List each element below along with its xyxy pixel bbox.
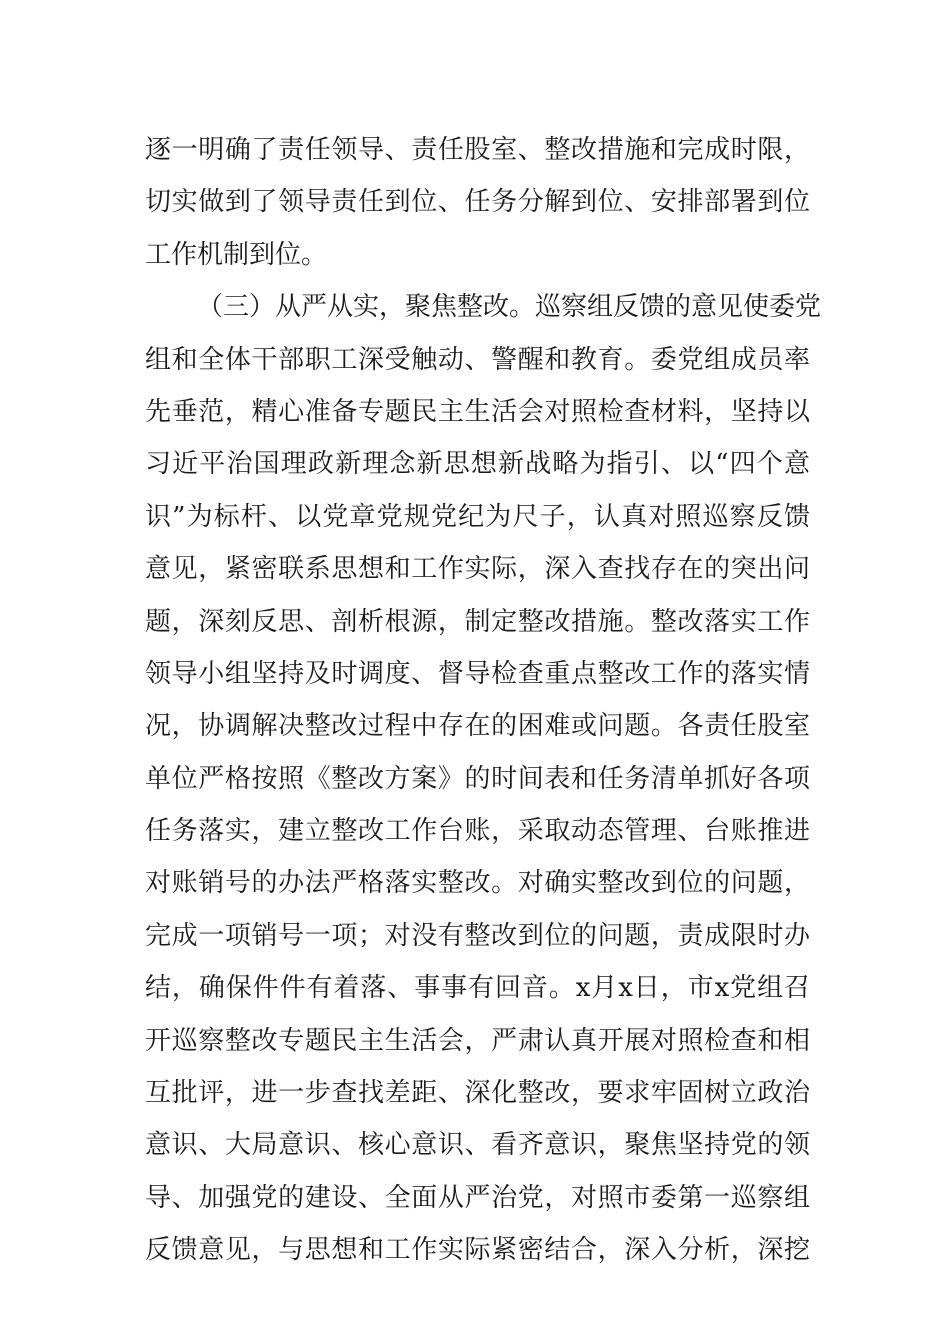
text-line: 互批评，进一步查找差距、深化整改，要求牢固树立政治 xyxy=(145,1078,810,1109)
text-line: 开巡察整改专题民主生活会，严肃认真开展对照检查和相 xyxy=(145,1025,810,1056)
text-line: 意识、大局意识、核心意识、看齐意识，聚焦坚持党的领 xyxy=(145,1130,810,1161)
text-line: 导、加强党的建设、全面从严治党，对照市委第一巡察组 xyxy=(145,1182,810,1213)
text-line: 结，确保件件有着落、事事有回音。x月x日，市x党组召 xyxy=(145,973,810,1004)
text-line: 先垂范，精心准备专题民主生活会对照检查材料，坚持以 xyxy=(145,396,810,427)
text-line: 反馈意见，与思想和工作实际紧密结合，深入分析，深挖 xyxy=(145,1235,810,1266)
section-heading-line: （三）从严从实，聚焦整改。巡察组反馈的意见使委党 xyxy=(197,292,822,323)
text-line: 意见，紧密联系思想和工作实际，深入查找存在的突出问 xyxy=(145,554,810,585)
text-line: 完成一项销号一项；对没有整改到位的问题，责成限时办 xyxy=(145,920,810,951)
text-line: 任务落实，建立整改工作台账，采取动态管理、台账推进 xyxy=(145,816,810,847)
text-line: 识”为标杆、以党章党规党纪为尺子，认真对照巡察反馈 xyxy=(145,501,810,532)
body-text xyxy=(145,124,822,1277)
text-line: 对账销号的办法严格落实整改。对确实整改到位的问题， xyxy=(145,868,810,899)
text-line: 组和全体干部职工深受触动、警醒和教育。委党组成员率 xyxy=(145,344,810,375)
text-line: 题，深刻反思、剖析根源，制定整改措施。整改落实工作 xyxy=(145,606,810,637)
text-line: 习近平治国理政新理念新思想新战略为指引、以“四个意 xyxy=(145,449,810,480)
text-line: 单位严格按照《整改方案》的时间表和任务清单抓好各项 xyxy=(145,763,810,794)
text-line: 领导小组坚持及时调度、督导检查重点整改工作的落实情 xyxy=(145,658,810,689)
text-line: 工作机制到位。 xyxy=(145,239,328,270)
text-line: 切实做到了领导责任到位、任务分解到位、安排部署到位 xyxy=(145,187,810,218)
text-line: 况，协调解决整改过程中存在的困难或问题。各责任股室 xyxy=(145,711,810,742)
text-line: 逐一明确了责任领导、责任股室、整改措施和完成时限， xyxy=(145,135,810,165)
